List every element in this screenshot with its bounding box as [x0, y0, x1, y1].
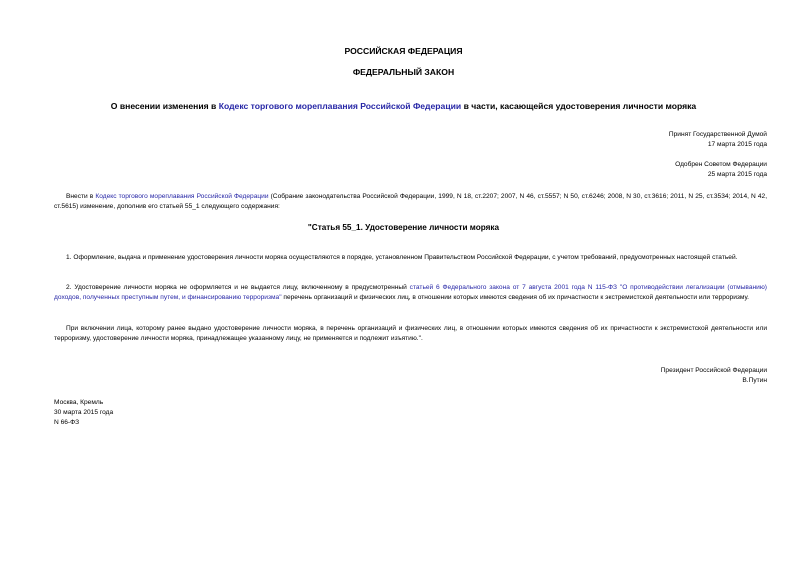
adoption-date: 17 марта 2015 года — [707, 141, 767, 148]
intro-paragraph — [54, 192, 767, 212]
law-title-prefix: О внесении изменения в — [110, 101, 219, 111]
law-title — [0, 101, 807, 112]
signing-date: 30 марта 2015 года — [54, 409, 114, 416]
article-title: "Статья 55_1. Удостоверение личности моряка — [307, 223, 500, 232]
adoption-line: Принят Государственной Думой — [668, 131, 767, 138]
signature-position: Президент Российской Федерации — [660, 367, 767, 374]
article-paragraph-2 — [54, 283, 767, 303]
place-text: Москва, Кремль — [54, 399, 104, 406]
adoption-block — [507, 130, 767, 150]
article-p2-suffix: перечень организаций и физических лиц, в отношении которых имеются сведения об их причастности к экстремистской деятельности или терроризму. — [281, 294, 750, 301]
law-title-code-link[interactable]: Кодекс торгового мореплавания Российской Федерации — [218, 101, 462, 111]
law-type-heading: ФЕДЕРАЛЬНЫЙ ЗАКОН — [352, 67, 455, 77]
intro-code-link[interactable]: Кодекс торгового мореплавания Российской Федерации — [95, 193, 269, 200]
approval-block — [507, 160, 767, 180]
law-title-suffix: в части, касающейся удостоверения личности моряка — [461, 101, 697, 111]
intro-suffix: (Собрание законодательства Российской Федерации, 1999, N 18, ст.2207; 2007, N 46, ст.5557; N 50, ст.6246; 2008, N 30, ст.3616; 2011, N 25, ст.3534; 2014, N 42, ст.5615) изменение, дополнив его статьей 55_1 следующего содержания: — [54, 193, 768, 210]
approval-line: Одобрен Советом Федерации — [675, 161, 767, 168]
place-date-block — [54, 398, 254, 428]
article-p2-law-link[interactable]: статьей 6 Федерального закона от 7 августа 2001 года N 115-ФЗ "О противодействии легализации (отмыванию) доходов, полученных преступным путем, и финансированию терроризма" — [54, 284, 767, 301]
federation-heading: РОССИЙСКАЯ ФЕДЕРАЦИЯ — [344, 46, 463, 56]
article-p3-text: При включении лица, которому ранее выдано удостоверение личности моряка, в перечень организаций и физических лиц, в отношении которых имеются сведения об их причастности к экстремистской деятельности или терроризму, удостоверение личности моряка, принадлежащее указанному лицу, не применяется и подлежит изъятию.". — [54, 325, 767, 342]
approval-date: 25 марта 2015 года — [707, 171, 767, 178]
signature-name: В.Путин — [742, 377, 767, 384]
signature-block — [507, 366, 767, 386]
article-p1-text: 1. Оформление, выдача и применение удостоверения личности моряка осуществляются в порядке, установленном Правительством Российской Федерации, с учетом требований, предусмотренных настоящей статьей. — [66, 254, 738, 261]
article-paragraph-3 — [54, 324, 767, 344]
intro-prefix: Внести в — [66, 193, 96, 200]
article-p2-prefix: 2. Удостоверение личности моряка не оформляется и не выдается лицу, включенному в предусмотренный — [66, 284, 410, 291]
article-paragraph-1 — [54, 253, 767, 263]
law-number: N 66-ФЗ — [54, 419, 80, 426]
